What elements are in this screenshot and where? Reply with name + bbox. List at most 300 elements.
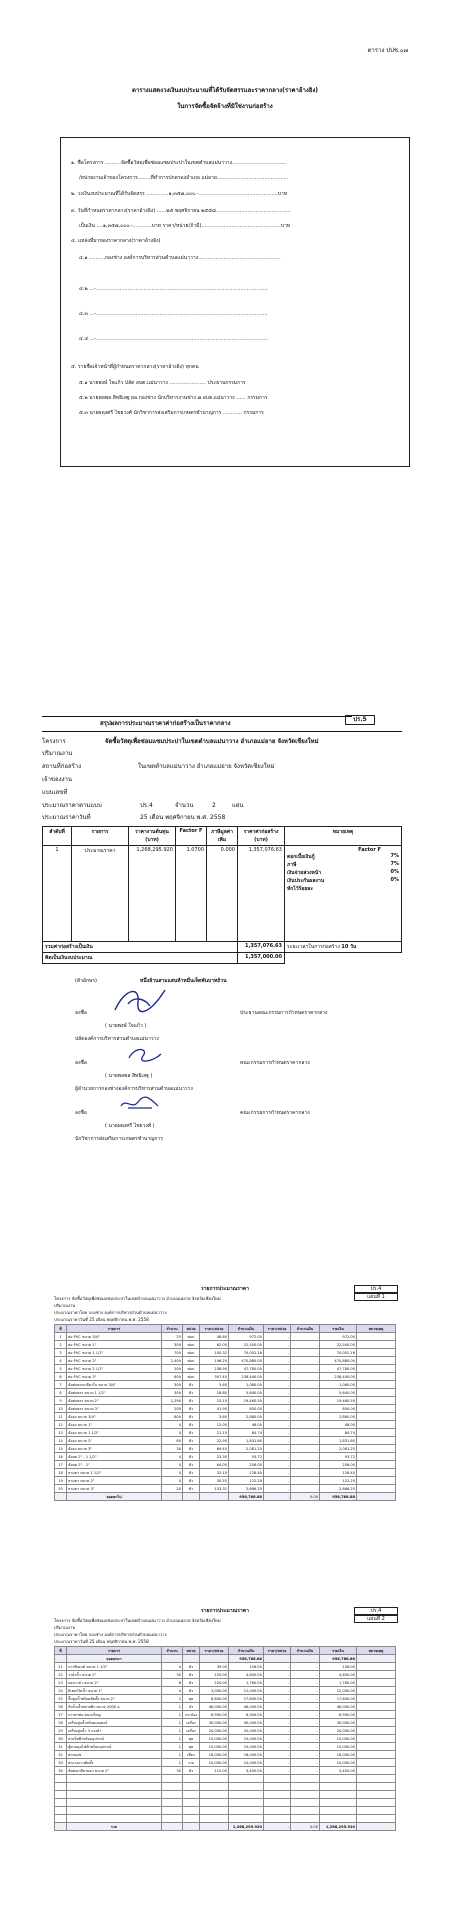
empty-cell [320, 1799, 357, 1807]
cell-labor-total: - [291, 1421, 320, 1429]
item-4-1: ๔.๑ ..........กองช่าง องค์การบริหารส่วนตำบลแม่นาวาง.................................................... [79, 255, 281, 261]
cell-labor-price: - [264, 1719, 291, 1727]
cell-unit: ท่อน [183, 1373, 200, 1381]
signer-2-role: คณะกรรมการกำหนดราคากลาง [240, 1060, 310, 1066]
cell-no: 27 [55, 1711, 67, 1719]
th-unit: หน่วย [183, 1647, 200, 1655]
cell-item: มิเตอร์วัดน้ำ ขนาด 1" [67, 1687, 162, 1695]
cell-remark [357, 1485, 396, 1493]
budget-empty [285, 953, 402, 964]
factor-note-label: เงินประกันผลงาน [287, 878, 325, 884]
cell-mat-total: 30,000.00 [229, 1719, 264, 1727]
empty-cell [264, 1775, 291, 1783]
empty-cell [320, 1815, 357, 1823]
cell-unit: ตัว [183, 1421, 200, 1429]
summary-total-row [43, 942, 402, 953]
empty-cell [320, 1791, 357, 1799]
cell-labor-price: - [264, 1695, 291, 1703]
table-row-empty [55, 1807, 396, 1815]
cell-sum: 2,081.25 [320, 1445, 357, 1453]
cell-mat-price: 62.00 [200, 1341, 229, 1349]
signer-3-position: นักวิชาการส่งเสริมการเกษตรชำนาญการ [75, 1136, 163, 1142]
item-3-date: ๓. วันที่กำหนดราคากลาง(ราคาอ้างอิง) ......๒๕ พฤศจิกายน ๒๕๕๘............................................... [71, 208, 291, 214]
cell-qty: 1 [162, 1703, 183, 1711]
cell-labor-total: - [291, 1485, 320, 1493]
cell-remark [357, 1429, 396, 1437]
cell-mat-price: 39.00 [200, 1663, 229, 1671]
cell-unit: ชุด [183, 1743, 200, 1751]
cell-qty: 8 [162, 1679, 183, 1687]
cell-item: ท่อ PVC ขนาด 3/4" [67, 1333, 162, 1341]
cell-qty: 4 [162, 1461, 183, 1469]
summary-label: รวมค่าก่อสร้างเป็นเงิน [43, 942, 238, 953]
cell-qty: 25 [162, 1333, 183, 1341]
cell-labor-total: - [291, 1349, 320, 1357]
empty-cell [291, 1775, 320, 1783]
cell-unit: กระป๋อง [183, 1711, 200, 1719]
cell-item: สามตา ขนาด 3" [67, 1485, 162, 1493]
th-mat-price: ราคา/หน่วย [200, 1325, 229, 1333]
cell-labor-total: - [291, 1671, 320, 1679]
cell-mat-total: 3,450.00 [229, 1767, 264, 1775]
cell-unit: ตัว [183, 1469, 200, 1477]
cell-mat-total: 17,600.00 [229, 1695, 264, 1703]
cell-mat-total: 2,880.00 [229, 1413, 264, 1421]
cell-mat-price: 30,000.00 [200, 1719, 229, 1727]
table-row [55, 1405, 396, 1413]
cell-item: บอลวาล์ว ขนาด 2" [67, 1679, 162, 1687]
empty-cell [357, 1815, 396, 1823]
estimate-table-1 [54, 1324, 396, 1501]
cell-sum: 122.20 [320, 1477, 357, 1485]
cell-mat-price: 3.60 [200, 1381, 229, 1389]
cell-mat-price: 155.00 [200, 1671, 229, 1679]
cell-qty: 1 [162, 1711, 183, 1719]
footer-spacer [183, 1823, 200, 1831]
table-row [55, 1453, 396, 1461]
factor-note-2 [287, 861, 399, 869]
cell-mat-total: 1,831.60 [229, 1437, 264, 1445]
cell-labor-price: - [264, 1405, 291, 1413]
cell-sum: 17,600.00 [320, 1695, 357, 1703]
table-row [55, 1711, 396, 1719]
th-mat-total: จำนวนเงิน [229, 1647, 264, 1655]
th-item: รายการ [72, 827, 129, 846]
table-row [55, 1679, 396, 1687]
cell-mat-total: 22,500.00 [229, 1341, 264, 1349]
cell-labor-price: - [264, 1349, 291, 1357]
cell-labor-price: - [264, 1413, 291, 1421]
th-qty: จำนวน [162, 1325, 183, 1333]
cell-sum: 4,650.00 [320, 1671, 357, 1679]
summary-data-row [43, 846, 402, 942]
cell-labor-price: - [264, 1389, 291, 1397]
footer-label: รวม [67, 1823, 162, 1831]
cell-unit: ตัว [183, 1405, 200, 1413]
factor-note-4 [287, 877, 399, 885]
th-vat: ภาษีมูลค่าเพิ่ม [207, 827, 238, 846]
cell-labor-price: - [264, 1671, 291, 1679]
th-item: รายการ [67, 1647, 162, 1655]
table-row [55, 1445, 396, 1453]
cell-mat-total: 1,760.00 [229, 1679, 264, 1687]
cell-no: 2 [55, 1341, 67, 1349]
cell-labor-total: - [291, 1389, 320, 1397]
cell-labor-total: - [291, 1461, 320, 1469]
th-no: ลำดับที่ [43, 827, 72, 846]
cell-item: ข้องอ ขนาด 2" [67, 1437, 162, 1445]
cell-labor-total: - [291, 1413, 320, 1421]
page4-form-code: ปร.4 [354, 1607, 398, 1615]
cell-labor-price: - [264, 1469, 291, 1477]
empty-cell [67, 1775, 162, 1783]
cell-labor-total: - [291, 1357, 320, 1365]
empty-cell [357, 1783, 396, 1791]
table-row [55, 1357, 396, 1365]
summary-table [42, 826, 402, 964]
empty-cell [183, 1775, 200, 1783]
plan-label: แบบเลขที่ [42, 789, 68, 796]
empty-cell [229, 1799, 264, 1807]
cell-qty: 1 [162, 1719, 183, 1727]
cell-sum: 18,000.00 [320, 1751, 357, 1759]
footer-spacer [55, 1493, 67, 1501]
empty-cell [200, 1791, 229, 1799]
table-row [55, 1751, 396, 1759]
page3-owner-line: ประมาณราคาโดย กองช่าง องค์การบริหารส่วนตำบลแม่นาวาง [54, 1310, 167, 1315]
estimate-footer-row [55, 1823, 396, 1831]
th-remark: หมายเหตุ [285, 827, 402, 846]
cell-labor-price: - [264, 1333, 291, 1341]
empty-cell [200, 1815, 229, 1823]
row-factor: 1.0700 [176, 846, 207, 942]
summary-value: 1,357,076.63 [238, 942, 285, 953]
factor-note-label: เงินจ่ายล่วงหน้า [287, 870, 322, 876]
cell-labor-total: - [291, 1679, 320, 1687]
cell-no: 34 [55, 1767, 67, 1775]
table-row [55, 1349, 396, 1357]
table-row [55, 1735, 396, 1743]
table-row [55, 1687, 396, 1695]
cell-sum: 46,000.00 [320, 1703, 357, 1711]
cell-no: 32 [55, 1751, 67, 1759]
committee-member-3: ๕.๓ นายผดุงศรี ไชยวงศ์ นักวิชาการส่งเสริมการเกษตรชำนาญการ ............ กรรมการ [79, 410, 264, 416]
cell-mat-total: 850.00 [229, 1405, 264, 1413]
empty-cell [67, 1799, 162, 1807]
table-row [55, 1421, 396, 1429]
empty-cell [55, 1799, 67, 1807]
cell-labor-price: - [264, 1711, 291, 1719]
item-4-2: ๔.๒ ...-............................................................................................................ [79, 286, 268, 292]
carry-spacer [357, 1655, 396, 1663]
estimate-table-2 [54, 1646, 396, 1831]
cell-qty: 600 [162, 1373, 183, 1381]
cell-labor-total: - [291, 1429, 320, 1437]
cell-remark [357, 1751, 396, 1759]
cell-sum: 1,760.00 [320, 1679, 357, 1687]
cell-mat-price: 15,000.00 [200, 1743, 229, 1751]
cell-remark [357, 1711, 396, 1719]
table-row [55, 1381, 396, 1389]
cell-sum: 5,640.00 [320, 1389, 357, 1397]
form-code: ตาราง ปปช.๐๗ [367, 47, 408, 54]
cell-labor-price: - [264, 1759, 291, 1767]
th-mat-price: ราคา/หน่วย [200, 1647, 229, 1655]
carry-spacer [55, 1655, 67, 1663]
cell-labor-total: - [291, 1373, 320, 1381]
cell-mat-price: 64.00 [200, 1461, 229, 1469]
duration-value: 10 วัน [341, 944, 357, 950]
signer-2-position: ผู้อำนวยการกองช่างองค์การบริหารส่วนตำบลแม่นาวาง [75, 1086, 193, 1092]
item-4-source: ๔. แหล่งที่มาของราคากลาง(ราคาอ้างอิง) [71, 238, 161, 244]
cell-no: 12 [55, 1421, 67, 1429]
cell-mat-total: 470,880.00 [229, 1357, 264, 1365]
footer-labor-price: - [264, 1493, 291, 1501]
cell-unit: ตัว [183, 1453, 200, 1461]
cell-remark [357, 1381, 396, 1389]
factor-note-value: 0% [390, 877, 399, 883]
cell-mat-price: 133.31 [200, 1485, 229, 1493]
cell-qty: 1 [162, 1751, 183, 1759]
carry-mat-total: 956,768.88 [229, 1655, 264, 1663]
cell-item: กาวซีเมนต์ ขนาด 1 1/2" [67, 1663, 162, 1671]
row-item: ประมาณราคา [72, 846, 129, 942]
cell-no: 21 [55, 1663, 67, 1671]
empty-cell [229, 1783, 264, 1791]
cell-unit: ตัว [183, 1381, 200, 1389]
signer-3-name: ( นายผดุงศรี ไชยวงศ์ ) [105, 1123, 155, 1129]
cell-remark [357, 1413, 396, 1421]
th-labor-total: จำนวนเงิน [291, 1325, 320, 1333]
empty-cell [162, 1783, 183, 1791]
empty-cell [162, 1807, 183, 1815]
cell-remark [357, 1477, 396, 1485]
footer-spacer [200, 1823, 229, 1831]
cell-qty: 2,400 [162, 1357, 183, 1365]
page3-form-code: ปร.4 [354, 1285, 398, 1293]
cell-sum: 2,666.25 [320, 1485, 357, 1493]
empty-cell [183, 1815, 200, 1823]
cell-no: 15 [55, 1445, 67, 1453]
cell-mat-price: 3,000.00 [200, 1687, 229, 1695]
cell-unit: ตัว [183, 1397, 200, 1405]
estimate-header-row [55, 1647, 396, 1655]
cell-unit: ท่อน [183, 1333, 200, 1341]
cell-no: 18 [55, 1469, 67, 1477]
cell-qty: 700 [162, 1349, 183, 1357]
factor-note-label: หักไว้ร้อยละ [287, 886, 314, 892]
cell-no: 19 [55, 1477, 67, 1485]
empty-cell [264, 1783, 291, 1791]
table-row [55, 1759, 396, 1767]
cell-labor-price: - [264, 1663, 291, 1671]
cell-qty: 1 [162, 1735, 183, 1743]
table-row [55, 1663, 396, 1671]
empty-cell [264, 1815, 291, 1823]
cell-mat-total: 256.00 [229, 1461, 264, 1469]
cell-mat-price: 100.32 [200, 1349, 229, 1357]
cell-item: ท่อ PVC ขนาด 2" [67, 1357, 162, 1365]
cell-qty: 4 [162, 1453, 183, 1461]
cell-mat-total: 2,666.25 [229, 1485, 264, 1493]
cell-labor-total: - [291, 1687, 320, 1695]
table-row [55, 1703, 396, 1711]
factor-note-label: ดอกเบี้ยเงินกู้ [287, 854, 315, 860]
cell-qty: 4 [162, 1663, 183, 1671]
cell-mat-total: 156.00 [229, 1663, 264, 1671]
empty-cell [357, 1799, 396, 1807]
cell-mat-total: 12,000.00 [229, 1687, 264, 1695]
table-row [55, 1333, 396, 1341]
cell-sum: 84.74 [320, 1429, 357, 1437]
cell-labor-total: - [291, 1735, 320, 1743]
cell-sum: 30,000.00 [320, 1719, 357, 1727]
empty-cell [200, 1775, 229, 1783]
carry-label: ยอดยกมา [67, 1655, 162, 1663]
cell-mat-price: 15.10 [200, 1397, 229, 1405]
site-value: ในเขตตำบลแม่นาวาง อำเภอแม่อาย จังหวัดเชียงใหม่ [138, 763, 275, 770]
signer-1-position: ปลัดองค์การบริหารส่วนตำบลแม่นาวาง [75, 1036, 159, 1042]
cell-mat-price: 10,000.00 [200, 1759, 229, 1767]
cell-sum: 850.00 [320, 1405, 357, 1413]
cell-mat-price: 20,000.00 [200, 1727, 229, 1735]
cell-no: 30 [55, 1735, 67, 1743]
carry-spacer [200, 1655, 229, 1663]
cell-unit: ตัว [183, 1679, 200, 1687]
cell-mat-price: 8,800.00 [200, 1695, 229, 1703]
page3-date-line: ประมาณราคาวันที่ 25 เดือน พฤศจิกายน พ.ศ. 2558 [54, 1317, 149, 1322]
empty-cell [320, 1807, 357, 1815]
estimate-rows-2 [55, 1663, 396, 1823]
cell-qty: 300 [162, 1389, 183, 1397]
estimate-rows-1 [55, 1333, 396, 1493]
cell-labor-price: - [264, 1751, 291, 1759]
owner-label: เจ้าของงาน [42, 776, 72, 783]
footer-spacer [162, 1493, 183, 1501]
empty-cell [55, 1775, 67, 1783]
cell-labor-total: - [291, 1695, 320, 1703]
cell-mat-price: 21.10 [200, 1429, 229, 1437]
cell-mat-price: 32.10 [200, 1469, 229, 1477]
footer-labor-price: - [264, 1823, 291, 1831]
cell-labor-price: - [264, 1357, 291, 1365]
cell-sum: 12,000.00 [320, 1687, 357, 1695]
committee-member-1: ๕.๑ นายพงษ์ ใจแก้ว ปลัด อบต.แม่นาวาง ....................... ประธานกรรมการ [79, 380, 246, 386]
cell-labor-total: - [291, 1469, 320, 1477]
cell-mat-price: 12.00 [200, 1421, 229, 1429]
cell-unit: เครื่อง [183, 1727, 200, 1735]
empty-cell [357, 1775, 396, 1783]
cell-remark [357, 1453, 396, 1461]
cell-qty: 4 [162, 1687, 183, 1695]
cell-labor-total: - [291, 1711, 320, 1719]
table-row [55, 1413, 396, 1421]
cell-sum: 19,460.50 [320, 1397, 357, 1405]
cell-labor-price: - [264, 1381, 291, 1389]
summary-budget-row [43, 953, 402, 964]
cell-sum: 20,000.00 [320, 1727, 357, 1735]
th-no: ที่ [55, 1325, 67, 1333]
empty-cell [183, 1791, 200, 1799]
count-label: จำนวน [175, 802, 194, 809]
empty-cell [55, 1807, 67, 1815]
cell-mat-price: 30.55 [200, 1477, 229, 1485]
date-label: ประมาณราคาวันที่ [42, 814, 91, 821]
th-labor-price: ราคา/หน่วย [264, 1325, 291, 1333]
empty-cell [183, 1783, 200, 1791]
cell-remark [357, 1767, 396, 1775]
empty-cell [162, 1799, 183, 1807]
cell-remark [357, 1421, 396, 1429]
cell-unit: ตัว [183, 1663, 200, 1671]
empty-cell [183, 1807, 200, 1815]
cell-item: ท่อ PVC ขนาด 3" [67, 1373, 162, 1381]
cell-remark [357, 1405, 396, 1413]
empty-cell [162, 1775, 183, 1783]
cell-no: 8 [55, 1389, 67, 1397]
footer-spacer [357, 1823, 396, 1831]
cell-labor-total: - [291, 1437, 320, 1445]
page2-title: สรุปผลการประมาณราคาค่าก่อสร้างเป็นราคากลาง [100, 720, 231, 727]
empty-cell [291, 1815, 320, 1823]
cell-item: ข้อต่อตรง ขนาด 1 1/2" [67, 1389, 162, 1397]
th-no: ที่ [55, 1647, 67, 1655]
empty-cell [264, 1799, 291, 1807]
cell-mat-total: 20,000.00 [229, 1727, 264, 1735]
cell-remark [357, 1437, 396, 1445]
cell-no: 10 [55, 1405, 67, 1413]
carry-forward-row [55, 1655, 396, 1663]
cell-labor-total: - [291, 1759, 320, 1767]
page3-sheet: แผ่นที่ 1 [354, 1293, 398, 1301]
text-amount-label: (ตัวอักษร) [75, 978, 97, 984]
cell-mat-total: 70,052.16 [229, 1349, 264, 1357]
cell-labor-price: - [264, 1397, 291, 1405]
cell-no: 11 [55, 1413, 67, 1421]
empty-cell [200, 1799, 229, 1807]
cell-mat-price: 115.00 [200, 1767, 229, 1775]
item-1-project: ๑. ชื่อโครงการ ..........จัดซื้อวัสดุเพื่อซ่อมแซมประปาในเขตตำบลแม่นาวาง.................................. [71, 160, 287, 166]
item-1-owner: /หน่วยงานเจ้าของโครงการ........ที่ทำการปกครองอำเภอ แม่อาย............................................. [79, 175, 289, 181]
page2-form-code: ปร.5 [345, 715, 375, 725]
cell-mat-price: 22.90 [200, 1437, 229, 1445]
cell-mat-total: 84.74 [229, 1429, 264, 1437]
cell-mat-total: 48.00 [229, 1421, 264, 1429]
cell-unit: เครื่อง [183, 1719, 200, 1727]
signer-2-name: ( นายพลพล สิทธิเสฐ ) [105, 1073, 153, 1079]
cell-sum: 22,500.00 [320, 1341, 357, 1349]
site-label: สถานที่ก่อสร้าง [42, 763, 82, 770]
empty-cell [200, 1783, 229, 1791]
cell-remark [357, 1663, 396, 1671]
empty-cell [67, 1815, 162, 1823]
committee-member-2: ๕.๒ นายพลพล สิทธิเสฐ ผอ.กองช่าง นักบริหารงานช่าง ๗ อบต.แม่นาวาง ...... กรรมการ [79, 395, 268, 401]
cell-labor-price: - [264, 1727, 291, 1735]
cell-qty: 20 [162, 1485, 183, 1493]
estimate-header-row [55, 1325, 396, 1333]
cell-labor-total: - [291, 1477, 320, 1485]
empty-cell [320, 1783, 357, 1791]
cell-labor-total: - [291, 1397, 320, 1405]
form-type-label: ประมาณราคาตามแบบ [42, 802, 102, 809]
cell-no: 28 [55, 1719, 67, 1727]
cell-labor-total: - [291, 1767, 320, 1775]
cell-remark [357, 1373, 396, 1381]
cell-no: 22 [55, 1671, 67, 1679]
th-total: ราคาค่าก่อสร้าง (บาท) [238, 827, 285, 846]
cell-mat-price: 15,000.00 [200, 1735, 229, 1743]
cell-unit: ตัว [183, 1445, 200, 1453]
